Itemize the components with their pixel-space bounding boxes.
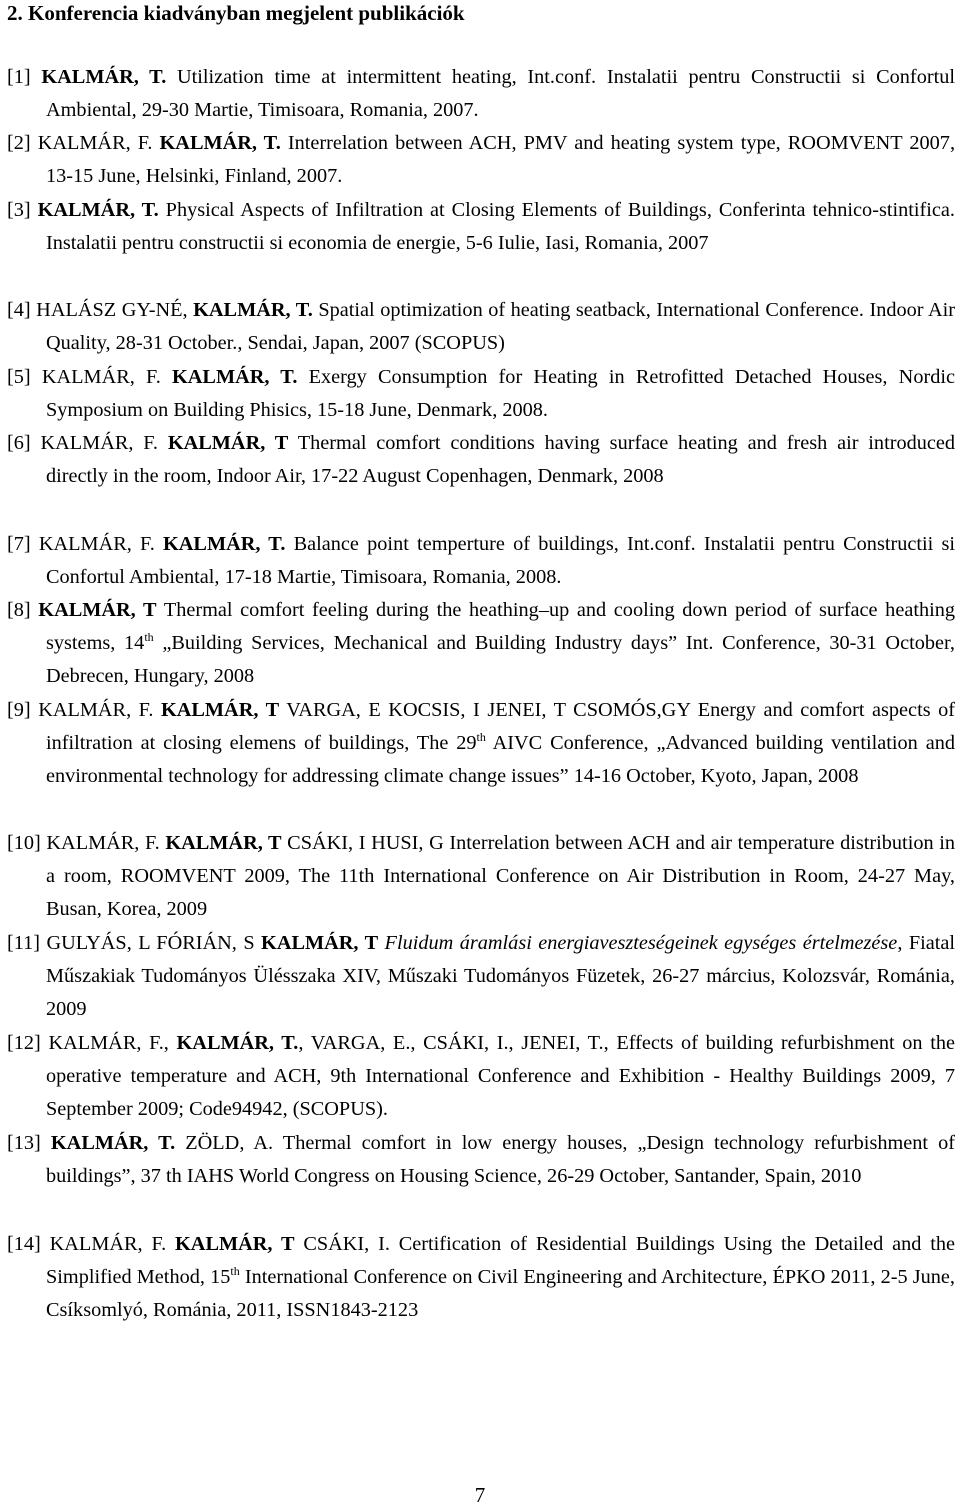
section-heading: 2. Konferencia kiadványban megjelent publikációk	[7, 1, 465, 25]
reference-item	[7, 294, 955, 360]
reference-item	[7, 127, 955, 193]
reference-text: Thermal comfort feeling during the heathing–up and cooling down period of surface heathing systems, 14	[46, 599, 956, 655]
reference-text: Physical Aspects of Infiltration at Closing Elements of Buildings, Conferinta tehnico-stintifica. Instalatii pentru constructii si economia de energie, 5-6 Iulie, Iasi, Romania, 2007	[46, 199, 955, 255]
reference-title-italic: Fluidum áramlási energiaveszteségeinek egységes értelmezése	[378, 932, 898, 954]
reference-author: KALMÁR, F.	[40, 432, 168, 454]
reference-text: ZÖLD, A. Thermal comfort in low energy houses, „Design technology refurbishment of buildings”, 37 th IAHS World Congress on Housing Science, 26-29 October, Santander, Spain, 2010	[46, 1132, 956, 1188]
reference-author: KALMÁR, F.	[46, 832, 166, 854]
reference-author-bold: KALMÁR, T	[167, 432, 289, 454]
reference-number: [5]	[7, 366, 42, 388]
reference-author-bold: KALMÁR, T.	[159, 132, 281, 154]
reference-item	[7, 694, 955, 794]
reference-number: [4]	[7, 299, 37, 321]
reference-number: [3]	[7, 199, 38, 221]
reference-number: [7]	[7, 533, 39, 555]
reference-text: Balance point temperture of buildings, Int.conf. Instalatii pentru Constructii si Confortul Ambiental, 17-18 Martie, Timisoara, Romania, 2008.	[46, 533, 956, 589]
reference-item	[7, 427, 955, 493]
reference-text: Exergy Consumption for Heating in Retrofitted Detached Houses, Nordic Symposium on Building Phisics, 15-18 June, Denmark, 2008.	[46, 366, 956, 422]
superscript: th	[144, 630, 154, 645]
reference-item	[7, 61, 955, 127]
reference-author: KALMÁR, F.	[41, 366, 172, 388]
reference-author-bold: KALMÁR, T.	[50, 1132, 176, 1154]
reference-item	[7, 361, 955, 427]
reference-item	[7, 927, 955, 1027]
reference-author: KALMÁR, F.	[49, 1233, 176, 1255]
reference-item	[7, 528, 955, 594]
reference-author-bold: KALMÁR, T	[175, 1233, 295, 1255]
reference-text: , Fiatal Műszakiak Tudományos Ülésszaka XIV, Műszaki Tudományos Füzetek, 26-27 március, Kolozsvár, Románia, 2009	[46, 932, 956, 1021]
reference-author-bold: KALMÁR, T.	[163, 533, 286, 555]
reference-author: KALMÁR, F.	[38, 533, 163, 555]
page-number: 7	[474, 1483, 486, 1507]
reference-author: KALMÁR, F.	[37, 132, 160, 154]
reference-number: [12]	[7, 1032, 49, 1054]
reference-item	[7, 594, 955, 694]
reference-number: [9]	[7, 699, 39, 721]
superscript: th	[230, 1264, 240, 1279]
reference-number: [11]	[7, 932, 47, 954]
reference-number: [8]	[7, 599, 39, 621]
reference-text-continued: International Conference on Civil Engineering and Architecture, ÉPKO 2011, 2-5 June, Csíksomlyó, Románia, 2011, ISSN1843-2123	[46, 1266, 955, 1322]
reference-author-bold: KALMÁR, T.	[41, 66, 167, 88]
reference-number: [13]	[7, 1132, 51, 1154]
reference-text-continued: AIVC Conference, „Advanced building ventilation and environmental technology for addressing climate change issues” 14-16 October, Kyoto, Japan, 2008	[46, 732, 955, 788]
superscript: th	[476, 730, 486, 745]
reference-author-bold: KALMÁR, T.	[176, 1032, 299, 1054]
reference-author-bold: KALMÁR, T	[261, 932, 379, 954]
reference-text: Interrelation between ACH, PMV and heating system type, ROOMVENT 2007, 13-15 June, Helsinki, Finland, 2007.	[46, 132, 956, 188]
reference-item	[7, 827, 955, 927]
reference-text: CSÁKI, I. Certification of Residential Buildings Using the Detailed and the Simplified Method, 15	[46, 1233, 956, 1289]
reference-author-bold: KALMÁR, T	[38, 599, 157, 621]
reference-author-bold: KALMÁR, T.	[193, 299, 313, 321]
reference-author: KALMÁR, F.	[38, 699, 161, 721]
reference-author-bold: KALMÁR, T.	[172, 366, 298, 388]
reference-text: Utilization time at intermittent heating, Int.conf. Instalatii pentru Constructii si Confortul Ambiental, 29-30 Martie, Timisoara, Romania, 2007.	[46, 66, 955, 122]
reference-text: CSÁKI, I HUSI, G Interrelation between ACH and air temperature distribution in a room, ROOMVENT 2009, The 11th International Conference on Air Distribution in Room, 24-27 May, Busan, Korea, 2009	[46, 832, 955, 921]
reference-text: Thermal comfort conditions having surface heating and fresh air introduced directly in the room, Indoor Air, 17-22 August Copenhagen, Denmark, 2008	[46, 432, 956, 488]
reference-number: [1]	[7, 66, 42, 88]
reference-number: [14]	[7, 1233, 50, 1255]
reference-number: [10]	[7, 832, 47, 854]
reference-item	[7, 1027, 955, 1127]
reference-author-bold: KALMÁR, T.	[37, 199, 159, 221]
reference-author-bold: KALMÁR, T	[165, 832, 282, 854]
reference-item	[7, 1127, 955, 1193]
reference-author-bold: KALMÁR, T	[160, 699, 280, 721]
reference-text: VARGA, E KOCSIS, I JENEI, T CSOMÓS,GY Energy and comfort aspects of infiltration at closing elemens of buildings, The 29	[46, 699, 956, 755]
reference-text-continued: „Building Services, Mechanical and Building Industry days” Int. Conference, 30-31 October, Debrecen, Hungary, 2008	[46, 632, 955, 688]
reference-author: KALMÁR, F.,	[48, 1032, 177, 1054]
reference-item	[7, 1228, 955, 1328]
reference-number: [6]	[7, 432, 41, 454]
reference-author: HALÁSZ GY-NÉ,	[36, 299, 194, 321]
reference-number: [2]	[7, 132, 38, 154]
reference-text: Spatial optimization of heating seatback, International Conference. Indoor Air Quality, 28-31 October., Sendai, Japan, 2007 (SCOPUS)	[46, 299, 955, 355]
reference-item	[7, 194, 955, 260]
reference-author: GULYÁS, L FÓRIÁN, S	[46, 932, 262, 954]
reference-text: , VARGA, E., CSÁKI, I., JENEI, T., Effects of building refurbishment on the operative temperature and ACH, 9th International Conference and Exhibition - Healthy Buildings 2009, 7 September 2009; Code94942, (SCOPUS).	[46, 1032, 955, 1121]
